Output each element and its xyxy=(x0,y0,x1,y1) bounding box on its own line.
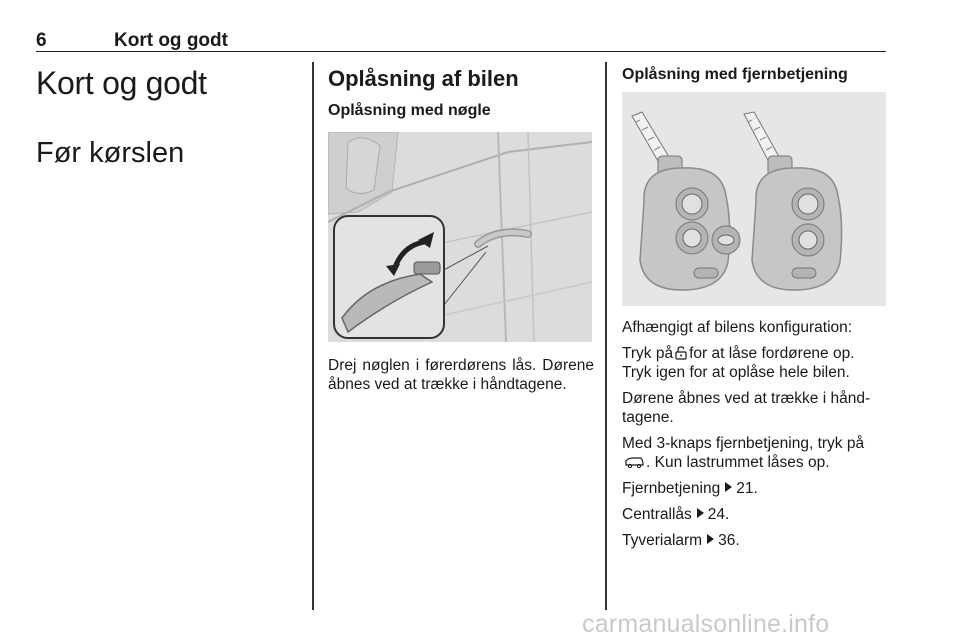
page-header xyxy=(36,30,886,52)
page-ref-triangle-icon xyxy=(697,508,704,518)
column-divider xyxy=(605,62,607,610)
config-note: Afhængigt af bilens konfiguration: xyxy=(622,319,853,336)
remote-unlock-heading: Oplåsning med fjernbetjening xyxy=(622,66,848,83)
ref-label: Centrallås xyxy=(622,506,692,523)
cargo-instruction-rest: . Kun lastrummet låses op. xyxy=(646,454,830,471)
unlock-icon xyxy=(675,346,687,360)
door-open-note: Dørene åbnes ved at trække i hånd-tagene. xyxy=(622,390,871,426)
remote-unlock-text xyxy=(622,318,886,557)
cargo-instruction-lead: Med 3-knaps fjernbetjening, tryk på xyxy=(622,435,865,452)
chapter-title: Kort og godt xyxy=(36,65,207,101)
column-divider xyxy=(312,62,314,610)
watermark: carmanualsonline.info xyxy=(582,610,830,638)
van-rear-icon xyxy=(624,455,644,469)
section-title: Før kørslen xyxy=(36,137,185,169)
page-number: 6 xyxy=(36,30,47,51)
page-ref-triangle-icon xyxy=(707,534,714,544)
ref-page: 36. xyxy=(718,532,740,549)
ref-page: 21. xyxy=(736,480,758,497)
remote-key-illustration xyxy=(622,92,886,306)
ref-label: Fjernbetjening xyxy=(622,480,721,497)
unlock-instruction-rest: for at låse fordørene op. Tryk igen for at oplåse hele bilen. xyxy=(622,345,855,381)
header-title: Kort og godt xyxy=(114,30,228,51)
unlock-instruction xyxy=(622,344,886,382)
page-ref-triangle-icon xyxy=(725,482,732,492)
key-unlock-heading: Oplåsning med nøgle xyxy=(328,102,491,119)
ref-label: Tyverialarm xyxy=(622,532,703,549)
cargo-unlock-instruction xyxy=(622,434,886,472)
door-lock-illustration xyxy=(328,132,592,342)
key-unlock-text: Drej nøglen i førerdørens lås. Dørene åbnes ved at trække i håndtagene. xyxy=(328,357,594,393)
ref-page: 24. xyxy=(707,506,730,523)
unlock-instruction-lead: Tryk på xyxy=(622,345,674,362)
ref-alarm[interactable] xyxy=(622,531,886,550)
subsection-title: Oplåsning af bilen xyxy=(328,66,519,91)
ref-remote[interactable] xyxy=(622,479,886,498)
ref-central-lock[interactable] xyxy=(622,505,886,524)
